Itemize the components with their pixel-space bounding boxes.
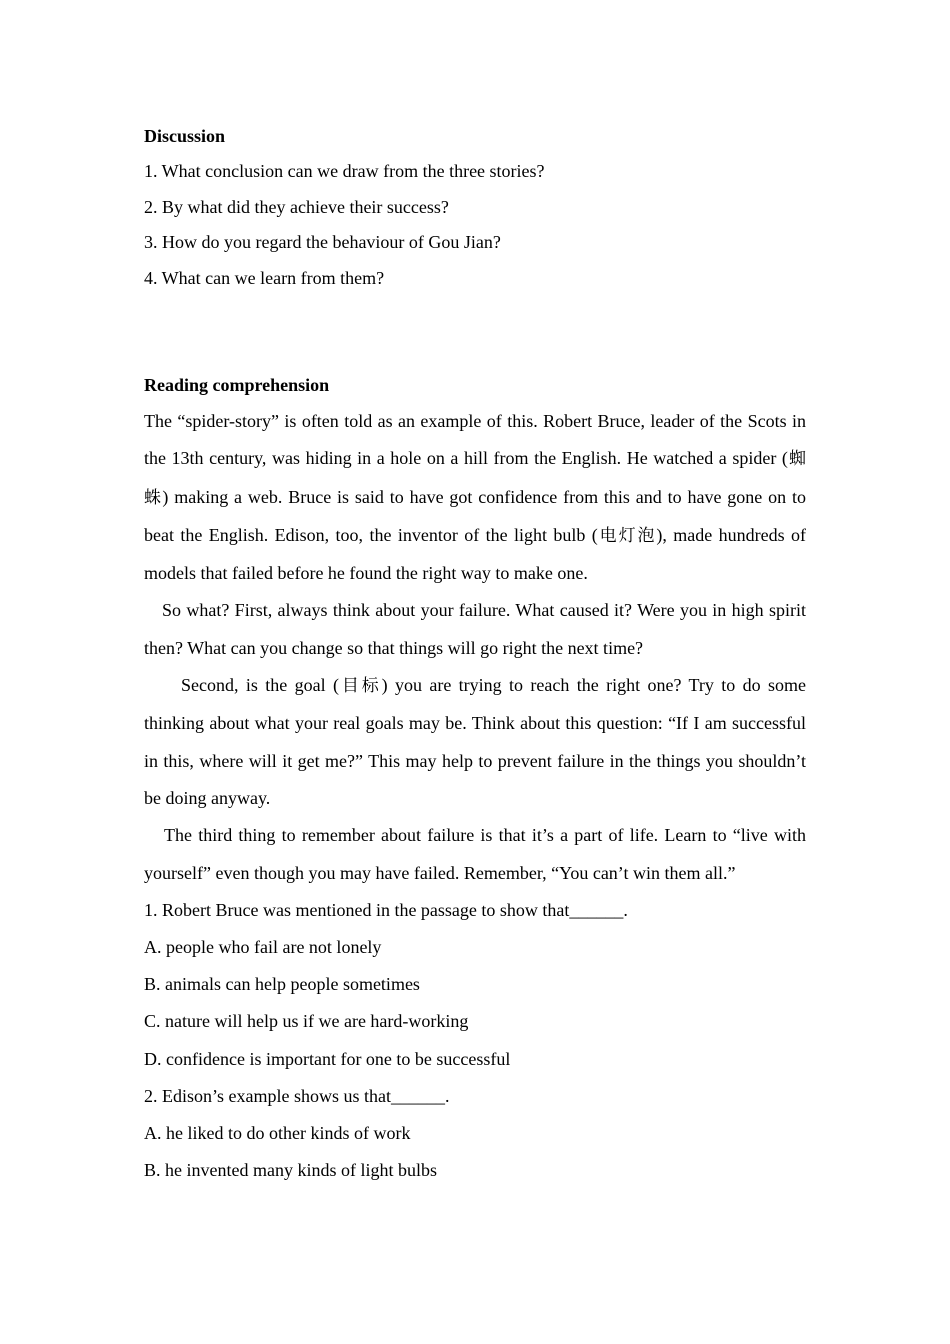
passage-text: ) making a web. Bruce is said to have got confidence from this and to have gone on to beat the English. Edison, too, the inventor of the light bulb ( bbox=[144, 486, 806, 545]
passage-text: ) you are trying to reach the right one? Try to do some thinking about what your real goals may be. Think about this question: “If I am successful in this, where will it get me?” This may help to prevent failure in the things you shouldn’t be doing anyway. bbox=[144, 675, 806, 808]
passage-paragraph-4: The third thing to remember about failure is that it’s a part of life. Learn to “live with yourself” even though you may have failed. Remember, “You can’t win them all.” bbox=[144, 825, 806, 883]
document-page bbox=[144, 118, 806, 1189]
question-stem: 2. Edison’s example shows us that______. bbox=[144, 1085, 450, 1106]
discussion-question: 2. By what did they achieve their success? bbox=[144, 196, 449, 217]
passage-paragraph-2: So what? First, always think about your failure. What caused it? Were you in high spirit then? What can you change so that things will go right the next time? bbox=[144, 600, 806, 658]
answer-option: B. he invented many kinds of light bulbs bbox=[144, 1160, 437, 1181]
answer-option: A. he liked to do other kinds of work bbox=[144, 1123, 411, 1144]
answer-option: C. nature will help us if we are hard-working bbox=[144, 1011, 469, 1032]
passage-paragraph-3 bbox=[144, 667, 806, 817]
passage-text: Second, is the goal ( bbox=[181, 675, 339, 696]
chinese-gloss-light-bulb: 电灯泡 bbox=[597, 525, 657, 546]
passage-text: The “spider-story” is often told as an example of this. Robert Bruce, leader of the Scots in the 13th century, was hiding in a hole on a hill from the English. He watched a spider ( bbox=[144, 411, 806, 469]
discussion-question: 1. What conclusion can we draw from the three stories? bbox=[144, 161, 545, 181]
discussion-heading: Discussion bbox=[144, 126, 226, 146]
passage-paragraph-1 bbox=[144, 403, 806, 592]
passage-text: ), made hundreds of models that failed before he found the right way to make one. bbox=[144, 524, 806, 584]
answer-option: B. animals can help people sometimes bbox=[144, 974, 420, 995]
discussion-question: 3. How do you regard the behaviour of Gou Jian? bbox=[144, 232, 501, 252]
answer-option: A. people who fail are not lonely bbox=[144, 937, 382, 958]
answer-option: D. confidence is important for one to be successful bbox=[144, 1048, 511, 1069]
section-spacer bbox=[144, 296, 806, 367]
question-stem: 1. Robert Bruce was mentioned in the passage to show that______. bbox=[144, 899, 628, 920]
reading-heading: Reading comprehension bbox=[144, 375, 330, 395]
chinese-gloss-goal: 目标 bbox=[338, 676, 382, 697]
chinese-gloss-spider: 蜘蛛 bbox=[144, 449, 806, 508]
discussion-question: 4. What can we learn from them? bbox=[144, 267, 385, 288]
